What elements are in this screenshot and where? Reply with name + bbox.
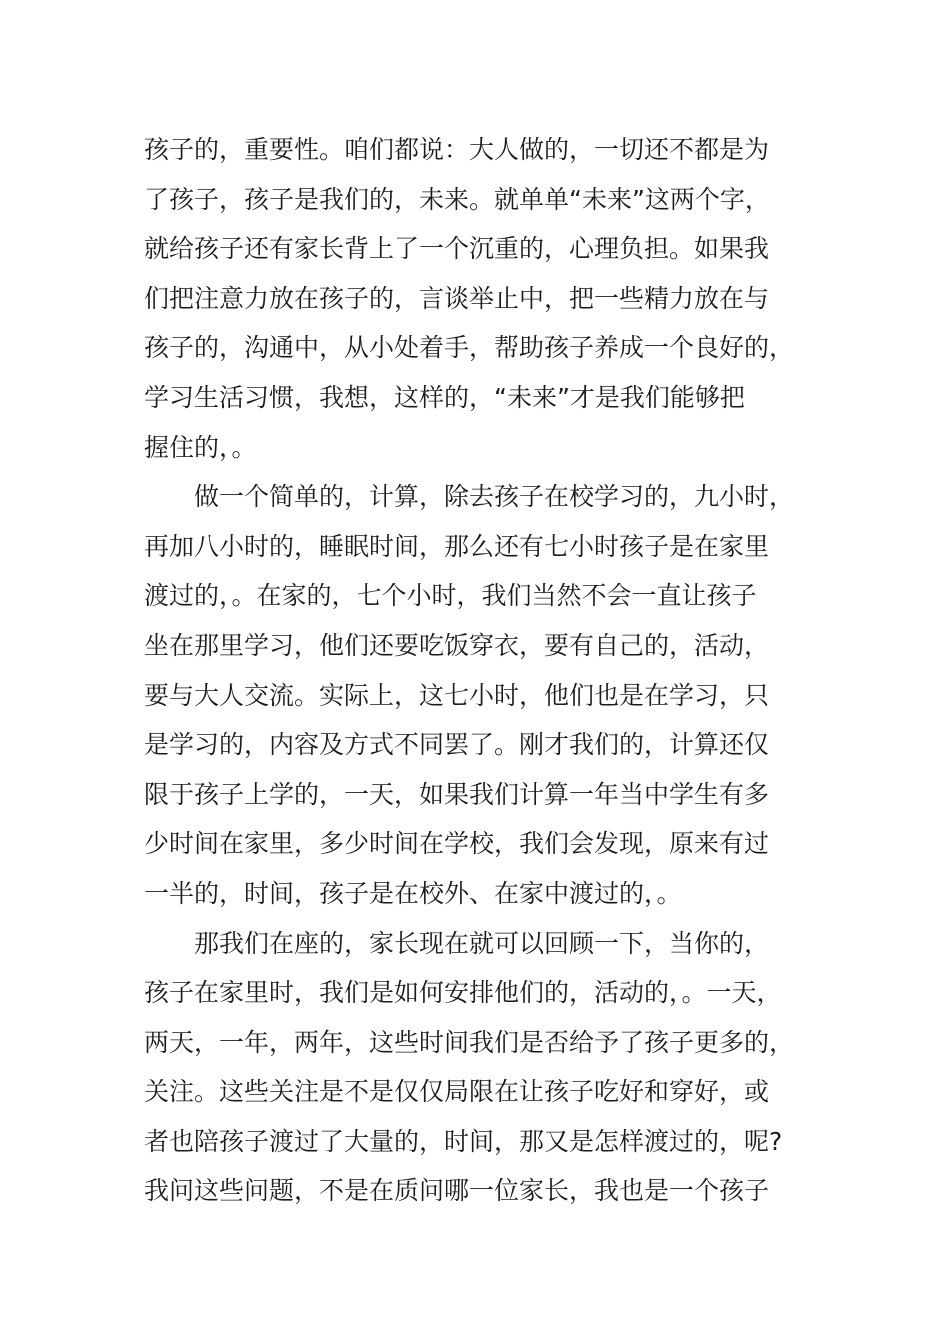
text-line: 孩子在家里时，我们是如何安排他们的，活动的，。一天， bbox=[144, 978, 782, 1008]
text-line: 了孩子，孩子是我们的，未来。就单单“未来”这两个字， bbox=[144, 184, 770, 214]
text-line: 渡过的，。在家的，七个小时，我们当然不会一直让孩子 bbox=[144, 581, 757, 611]
text-line: 再加八小时的，睡眠时间，那么还有七小时孩子是在家里 bbox=[144, 531, 770, 561]
text-line: 们把注意力放在孩子的，言谈举止中，把一些精力放在与 bbox=[144, 283, 770, 313]
text-line: 少时间在家里，多少时间在学校，我们会发现，原来有过 bbox=[144, 829, 770, 859]
text-line: 孩子的，重要性。咱们都说：大人做的，一切还不都是为 bbox=[144, 135, 770, 164]
text-line: 关注。这些关注是不是仅仅局限在让孩子吃好和穿好，或 bbox=[144, 1077, 770, 1107]
text-line: 做一个简单的，计算，除去孩子在校学习的，九小时， bbox=[144, 482, 795, 512]
text-line: 孩子的，沟通中，从小处着手，帮助孩子养成一个良好的， bbox=[144, 333, 795, 363]
text-line: 就给孩子还有家长背上了一个沉重的，心理负担。如果我 bbox=[144, 234, 770, 264]
text-line: 那我们在座的，家长现在就可以回顾一下，当你的， bbox=[144, 928, 770, 958]
text-line: 握住的，。 bbox=[144, 432, 257, 462]
body-text bbox=[144, 125, 824, 1216]
text-line: 限于孩子上学的，一天，如果我们计算一年当中学生有多 bbox=[144, 779, 770, 809]
text-line: 两天，一年，两年，这些时间我们是否给予了孩子更多的， bbox=[144, 1027, 795, 1057]
text-line: 我问这些问题，不是在质问哪一位家长，我也是一个孩子 bbox=[144, 1176, 770, 1206]
text-line: 是学习的，内容及方式不同罢了。刚才我们的，计算还仅 bbox=[144, 730, 770, 760]
text-line: 坐在那里学习，他们还要吃饭穿衣，要有自己的，活动， bbox=[144, 630, 770, 660]
text-line: 要与大人交流。实际上，这七小时，他们也是在学习，只 bbox=[144, 680, 770, 710]
text-line: 者也陪孩子渡过了大量的，时间，那又是怎样渡过的，呢? bbox=[144, 1126, 783, 1156]
text-line: 一半的，时间，孩子是在校外、在家中渡过的，。 bbox=[144, 878, 682, 908]
text-line: 学习生活习惯，我想，这样的，“未来”才是我们能够把 bbox=[144, 382, 745, 412]
